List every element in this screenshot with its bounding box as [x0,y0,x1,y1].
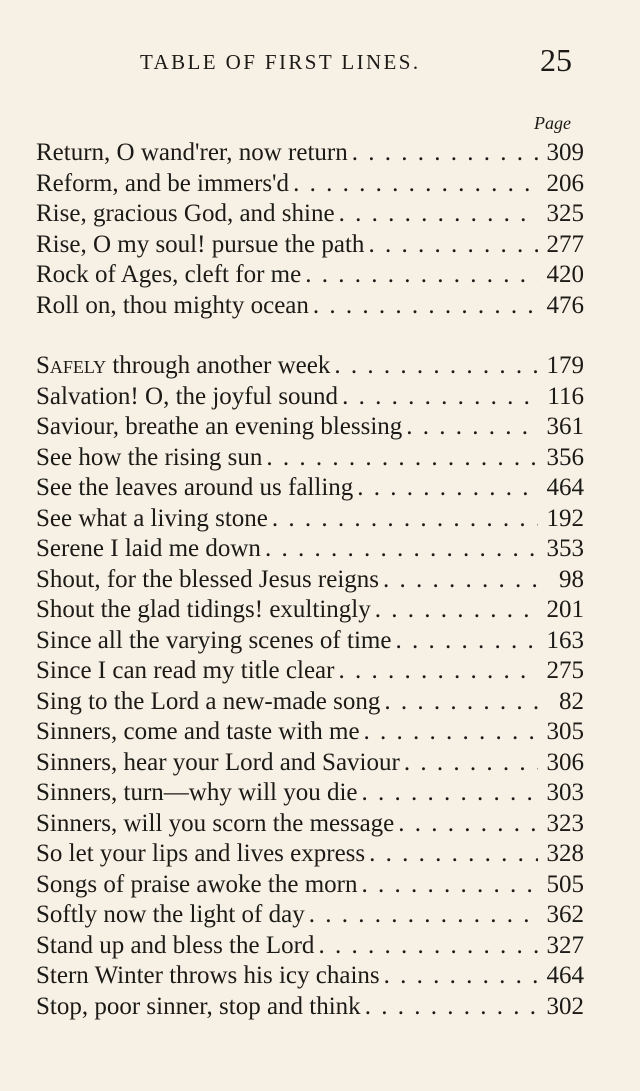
dot-leader [289,169,538,200]
dot-leader [357,870,538,901]
list-item [36,473,584,504]
list-item [36,870,584,901]
line-text: Reform, and be immers'd [36,169,290,197]
page-reference: 362 [546,901,584,928]
dot-leader [394,809,538,840]
page-reference: 505 [546,870,584,898]
list-item [36,351,584,382]
list-item [36,717,584,748]
first-line-text [36,626,391,657]
dot-leader [262,443,538,474]
first-line-text [36,199,335,230]
first-line-text [36,169,289,200]
first-line-text [36,748,400,779]
line-text: Salvation! O, the joyful sound [36,382,339,410]
page-reference: 327 [546,931,584,959]
dot-leader [301,260,538,291]
dot-leader [371,595,538,626]
page-reference: 192 [546,504,584,532]
page-reference: 476 [546,291,584,319]
dot-leader [391,626,538,657]
page-title: TABLE OF FIRST LINES. [140,50,421,74]
list-item [36,169,584,200]
line-text: Sinners, come and taste with me [36,718,360,745]
page-reference: 328 [546,840,584,867]
first-word: Safely [36,352,107,379]
dot-leader [261,534,538,565]
page-reference: 303 [546,779,584,806]
list-item [36,626,584,657]
list-item [36,534,584,565]
page-reference: 306 [546,748,584,776]
page-reference: 302 [546,992,584,1020]
first-line-text [36,412,402,443]
dot-leader [380,961,538,992]
dot-leader [353,473,538,504]
list-item [36,992,584,1023]
page-reference: 356 [546,443,584,471]
list-item [36,138,584,169]
first-line-text [36,717,360,748]
dot-leader [365,839,538,870]
line-text: Stern Winter throws his icy chains [36,962,380,989]
first-line-text [36,900,305,931]
first-line-text [36,504,268,535]
list-item [36,656,584,687]
list-item [36,839,584,870]
running-header [0,44,640,80]
list-item [36,412,584,443]
list-item [36,595,584,626]
line-text: Stop, poor sinner, stop and think [36,992,361,1020]
list-item [36,961,584,992]
line-text: Sinners, turn—why will you die [36,779,358,806]
page-reference: 206 [546,169,584,197]
list-item [36,900,584,931]
list-item [36,230,584,261]
dot-leader [268,504,538,535]
page-reference: 201 [546,596,584,623]
page-reference: 163 [546,626,584,654]
list-item [36,504,584,535]
first-line-text [36,809,394,840]
line-text: Roll on, thou mighty ocean [36,291,309,319]
dot-leader [335,199,538,230]
first-line-text [36,382,338,413]
first-line-text [36,870,357,901]
list-item [36,687,584,718]
line-text: Since I can read my title clear [36,657,335,684]
line-text: So let your lips and lives express [36,840,366,867]
page-number: 25 [540,42,572,78]
first-line-text [36,473,353,504]
section-gap [36,321,584,351]
page-reference: 82 [559,687,584,715]
line-text: Softly now the light of day [36,901,305,928]
first-line-text [36,992,361,1023]
first-line-text [36,961,380,992]
first-line-text [36,778,358,809]
first-line-text [36,534,261,565]
page-reference: 305 [546,718,584,745]
dot-leader [305,900,538,931]
line-text: Serene I laid me down [36,535,261,562]
page-reference: 361 [546,413,584,440]
line-text: Sinners, hear your Lord and Saviour [36,748,400,776]
first-line-text [36,260,301,291]
page-reference: 275 [546,657,584,684]
dot-leader [380,687,538,718]
page-reference: 116 [547,382,584,410]
line-text: Shout, for the blessed Jesus reigns [36,565,380,593]
list-item [36,199,584,230]
dot-leader [402,412,538,443]
dot-leader [400,748,538,779]
list-item [36,809,584,840]
line-text: Shout the glad tidings! exultingly [36,596,371,623]
list-item [36,260,584,291]
list-item [36,291,584,322]
line-text: Rise, O my soul! pursue the path [36,230,365,258]
line-text: See the leaves around us falling [36,474,354,501]
page-reference: 277 [546,230,584,258]
page-reference: 464 [546,962,584,989]
dot-leader [361,992,538,1023]
list-item [36,748,584,779]
first-line-text [36,443,262,474]
dot-leader [334,656,538,687]
line-text: Songs of praise awoke the morn [36,870,358,898]
page-reference: 98 [559,565,584,593]
list-item [36,778,584,809]
dot-leader [360,717,538,748]
section-r [36,138,584,321]
dot-leader [314,931,538,962]
page-reference: 325 [546,200,584,227]
dot-leader [348,138,538,169]
list-item [36,382,584,413]
dot-leader [364,230,538,261]
dot-leader [379,565,538,596]
first-line-text [36,230,364,261]
line-text: Since all the varying scenes of time [36,626,392,654]
line-text: Return, O wand'rer, now return [36,139,348,166]
line-text: See how the rising sun [36,443,263,471]
first-line-text [36,687,380,718]
page-column-header: Page [534,113,571,133]
section-s [36,351,584,1022]
line-text: Rock of Ages, cleft for me [36,261,302,288]
first-line-text [36,351,330,382]
first-line-text [36,565,379,596]
page-reference: 353 [546,535,584,562]
line-text: Stand up and bless the Lord [36,931,315,959]
dot-leader [330,351,538,382]
list-item [36,443,584,474]
list-item [36,931,584,962]
first-line-text [36,291,309,322]
page-reference: 179 [546,352,584,379]
first-line-text [36,138,348,169]
first-line-text [36,595,371,626]
line-text: through another week [106,352,331,379]
first-line-text [36,931,314,962]
line-text: Rise, gracious God, and shine [36,200,335,227]
dot-leader [309,291,538,322]
line-text: Saviour, breathe an evening blessing [36,413,403,440]
page-reference: 309 [546,139,584,166]
first-line-text [36,656,334,687]
line-text: Sinners, will you scorn the message [36,809,395,837]
list-item [36,565,584,596]
line-text: See what a living stone [36,504,268,532]
page-reference: 323 [546,809,584,837]
dot-leader [338,382,538,413]
page-reference: 420 [546,261,584,288]
first-lines-list [36,138,584,1022]
first-line-text [36,839,365,870]
dot-leader [358,778,538,809]
line-text: Sing to the Lord a new-made song [36,687,381,715]
page-reference: 464 [546,474,584,501]
